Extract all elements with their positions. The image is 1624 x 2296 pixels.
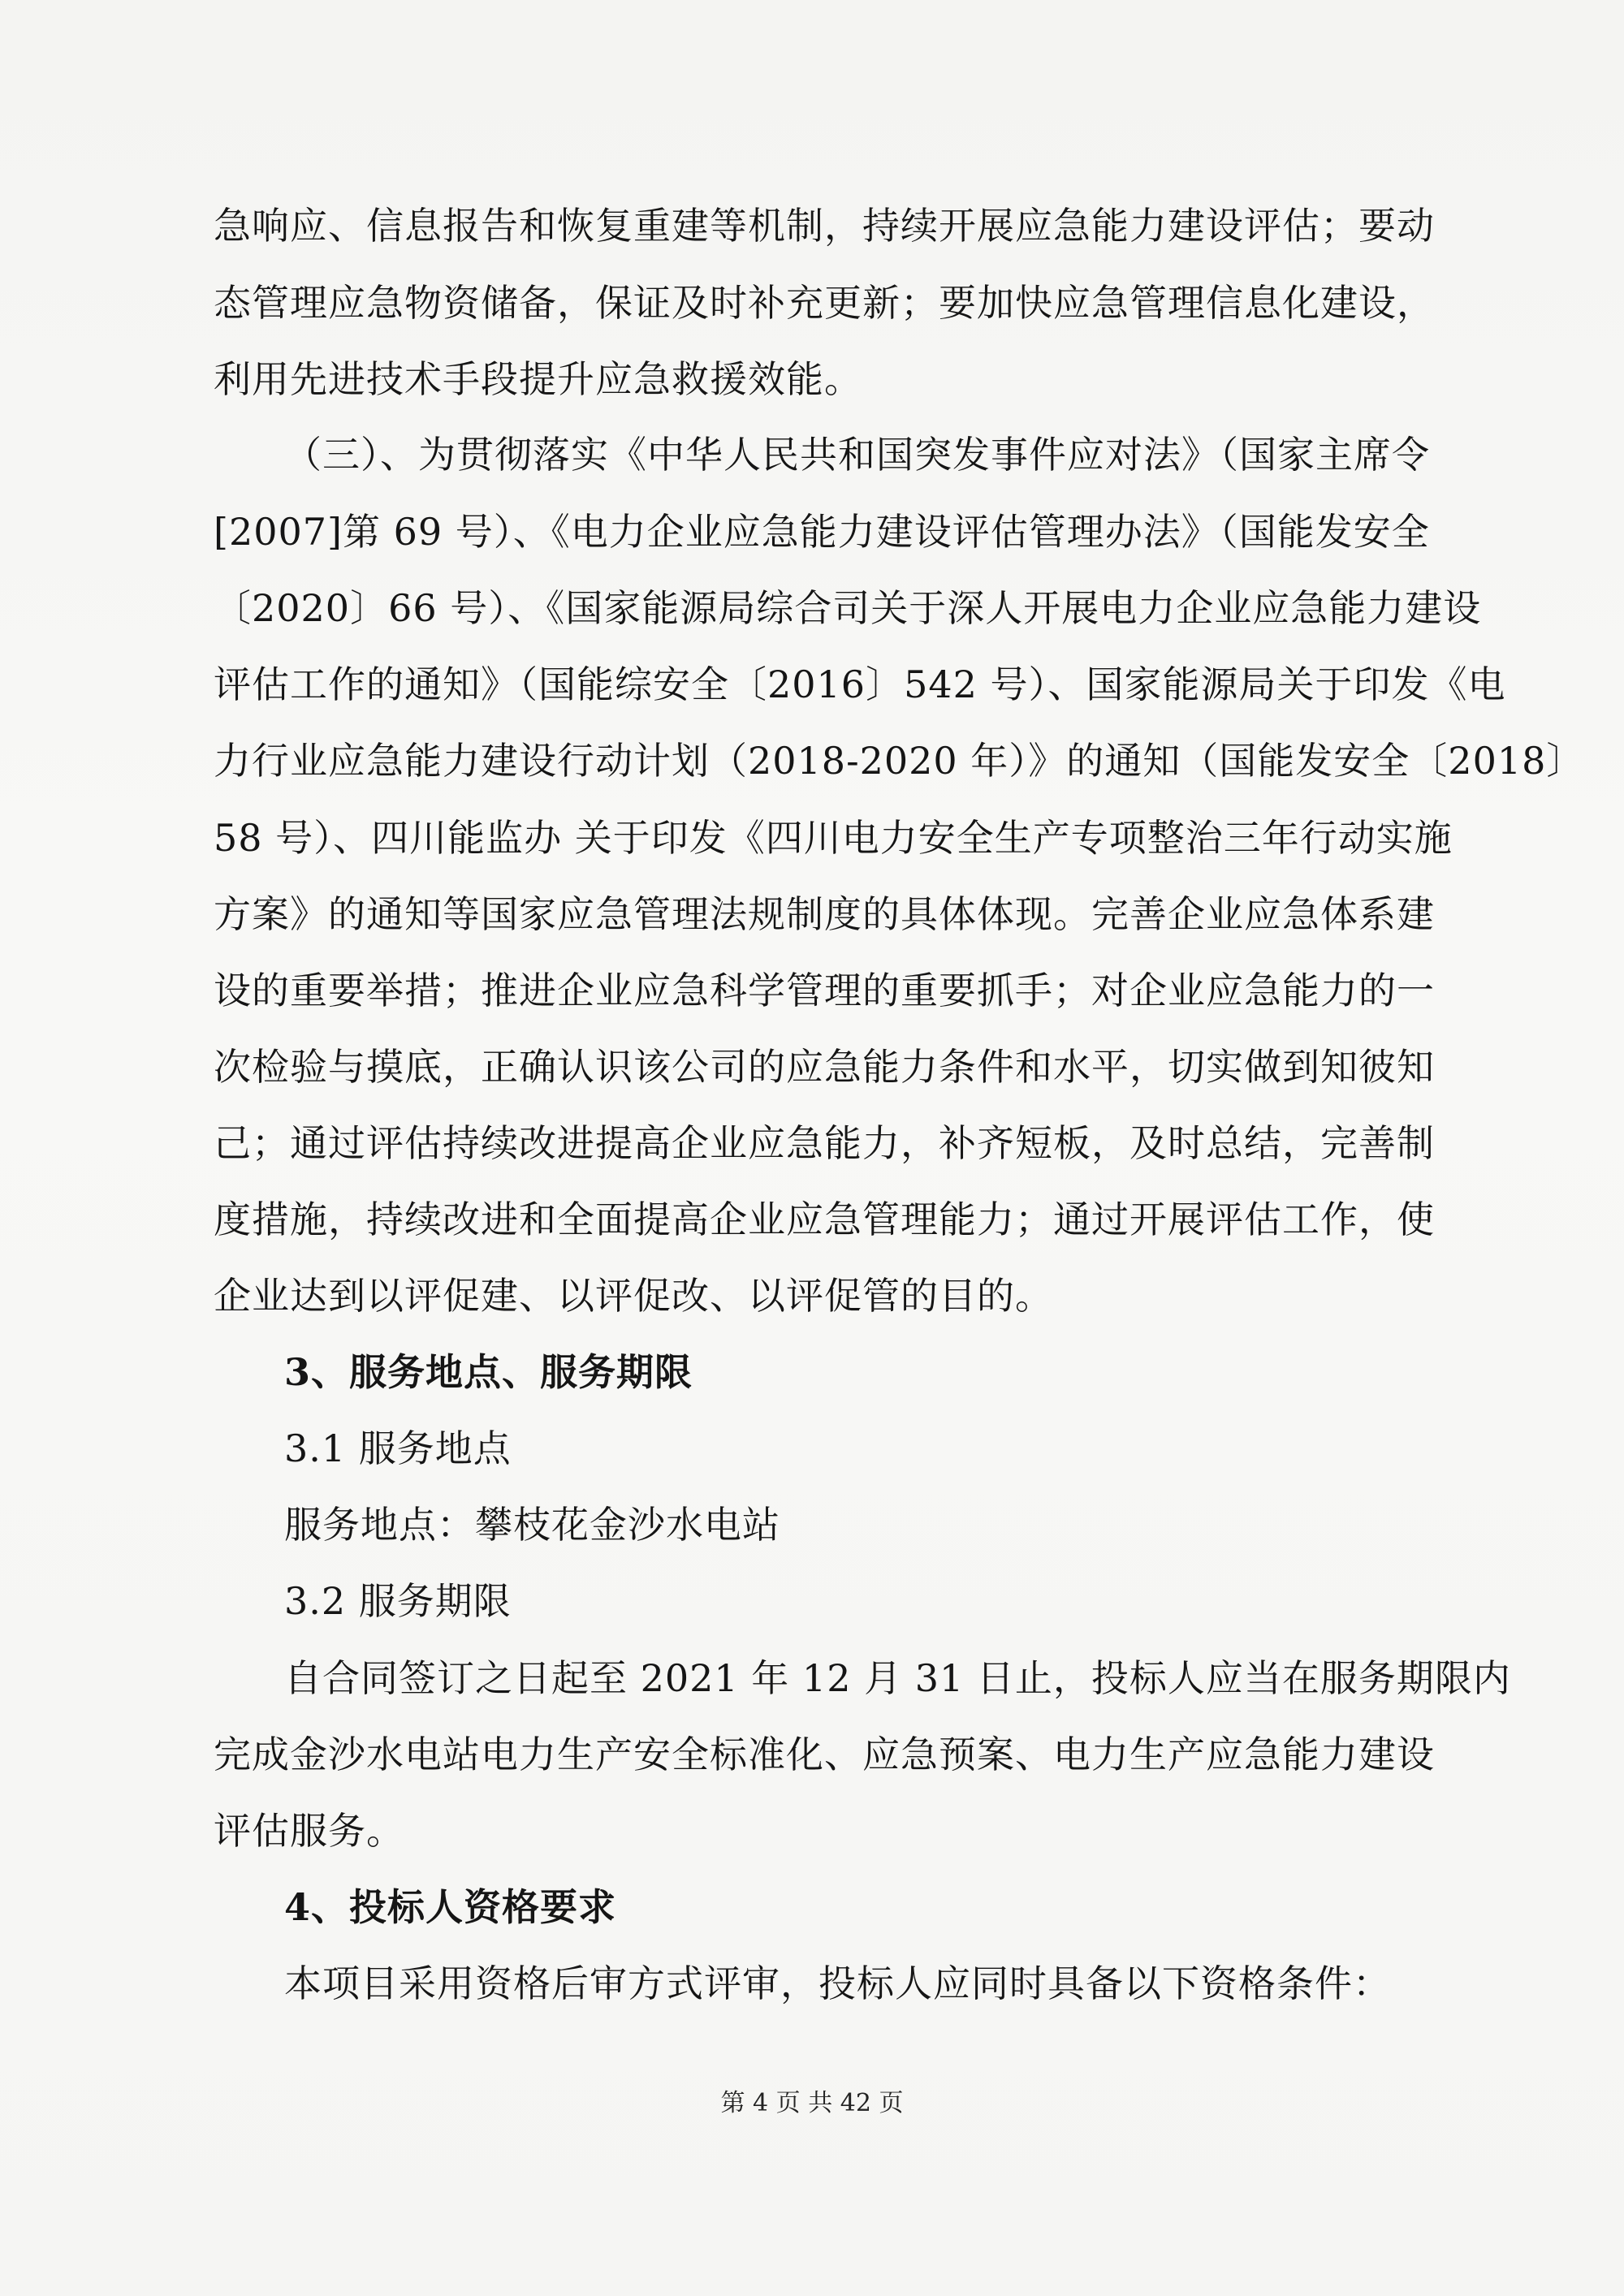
body-line: 度措施，持续改进和全面提高企业应急管理能力；通过开展评估工作，使: [214, 1198, 1435, 1241]
body-line: 态管理应急物资储备，保证及时补充更新；要加快应急管理信息化建设，: [214, 281, 1435, 325]
body-line: 〔2020〕66 号）、《国家能源局综合司关于深人开展电力企业应急能力建设: [214, 586, 1482, 630]
body-line: 本项目采用资格后审方式评审，投标人应同时具备以下资格条件：: [284, 1962, 1391, 2005]
body-line: 利用先进技术手段提升应急救援效能。: [214, 357, 862, 401]
body-line: 58 号）、四川能监办 关于印发《四川电力安全生产专项整治三年行动实施: [214, 816, 1453, 860]
section-heading: 4、投标人资格要求: [284, 1885, 617, 1929]
body-line: 企业达到以评促建、以评促改、以评促管的目的。: [214, 1274, 1053, 1318]
subsection-heading: 3.2 服务期限: [284, 1579, 512, 1623]
body-line: 完成金沙水电站电力生产安全标准化、应急预案、电力生产应急能力建设: [214, 1733, 1435, 1776]
page-number-footer: 第 4 页 共 42 页: [720, 2089, 904, 2117]
body-line: 评估服务。: [214, 1809, 404, 1853]
body-line: 己；通过评估持续改进提高企业应急能力，补齐短板，及时总结，完善制: [214, 1121, 1435, 1165]
section-heading: 3、服务地点、服务期限: [284, 1350, 693, 1394]
body-line: 服务地点：攀枝花金沙水电站: [284, 1503, 780, 1547]
body-line: 急响应、信息报告和恢复重建等机制，持续开展应急能力建设评估；要动: [214, 204, 1435, 248]
body-line: 次检验与摸底，正确认识该公司的应急能力条件和水平，切实做到知彼知: [214, 1045, 1435, 1089]
body-line: 力行业应急能力建设行动计划（2018-2020 年）》的通知（国能发安全〔2018〕: [214, 739, 1585, 783]
body-line: 设的重要举措；推进企业应急科学管理的重要抓手；对企业应急能力的一: [214, 969, 1435, 1012]
subsection-heading: 3.1 服务地点: [284, 1426, 512, 1470]
body-line: 评估工作的通知》（国能综安全〔2016〕542 号）、国家能源局关于印发《电: [214, 662, 1506, 706]
body-line: 方案》的通知等国家应急管理法规制度的具体体现。完善企业应急体系建: [214, 892, 1435, 936]
body-line: （三）、为贯彻落实《中华人民共和国突发事件应对法》（国家主席令: [284, 433, 1430, 477]
body-line: [2007]第 69 号）、《电力企业应急能力建设评估管理办法》（国能发安全: [214, 510, 1430, 554]
body-line: 自合同签订之日起至 2021 年 12 月 31 日止，投标人应当在服务期限内: [284, 1656, 1511, 1700]
